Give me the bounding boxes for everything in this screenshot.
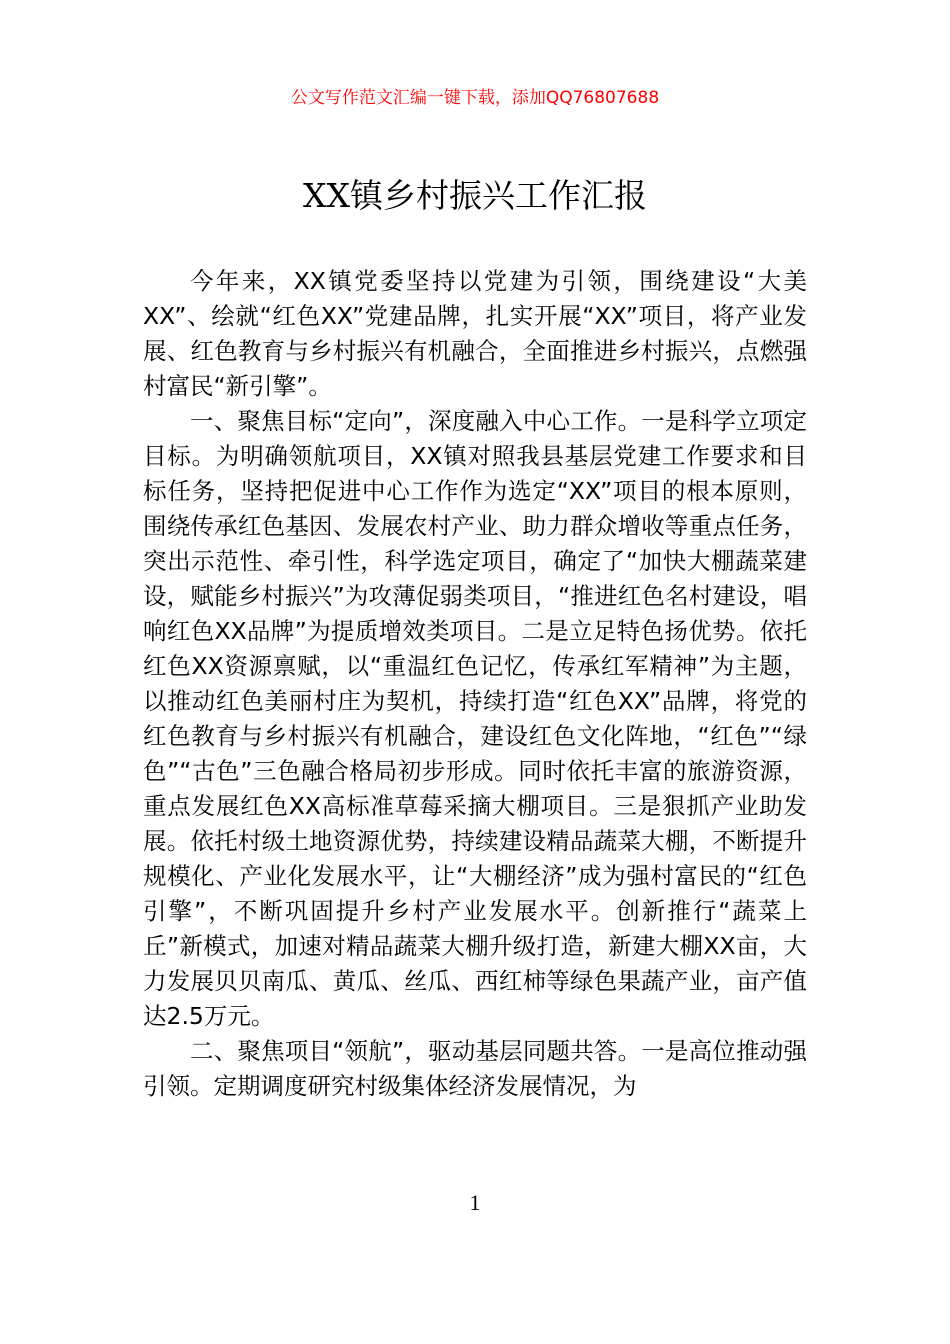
paragraph-section-two: 二、聚焦项目“领航”，驱动基层同题共答。一是高位推动强引领。定期调度研究村级集体经济发展情况，为 [143, 1037, 807, 1100]
document-body [143, 264, 807, 1104]
download-notice: 公文写作范文汇编一键下载，添加QQ76807688 [290, 88, 660, 108]
page-number: 1 [469, 1190, 481, 1215]
paragraph-intro: 今年来，XX镇党委坚持以党建为引领，围绕建设“大美XX”、绘就“红色XX”党建品牌，扎实开展“XX”项目，将产业发展、红色教育与乡村振兴有机融合，全面推进乡村振兴，点燃强村富民“新引擎”。 [143, 267, 807, 400]
paragraph-section-one: 一、聚焦目标“定向”，深度融入中心工作。一是科学立项定目标。为明确领航项目，XX镇对照我县基层党建工作要求和目标任务，坚持把促进中心工作作为选定“XX”项目的根本原则，围绕传承红色基因、发展农村产业、助力群众增收等重点任务，突出示范性、牵引性，科学选定项目，确定了“加快大棚蔬菜建设，赋能乡村振兴”为攻薄促弱类项目，“推进红色名村建设，唱响红色XX品牌”为提质增效类项目。二是立足特色扬优势。依托红色XX资源禀赋，以“重温红色记忆，传承红军精神”为主题，以推动红色美丽村庄为契机，持续打造“红色XX”品牌，将党的红色教育与乡村振兴有机融合，建设红色文化阵地，“红色”“绿色”“古色”三色融合格局初步形成。同时依托丰富的旅游资源，重点发展红色XX高标准草莓采摘大棚项目。三是狠抓产业助发展。依托村级土地资源优势，持续建设精品蔬菜大棚，不断提升规模化、产业化发展水平，让“大棚经济”成为强村富民的“红色引擎”，不断巩固提升乡村产业发展水平。创新推行“蔬菜上丘”新模式，加速对精品蔬菜大棚升级打造，新建大棚XX亩，大力发展贝贝南瓜、黄瓜、丝瓜、西红柿等绿色果蔬产业，亩产值达2.5万元。 [143, 407, 807, 1030]
page-title: XX镇乡村振兴工作汇报 [303, 176, 647, 215]
